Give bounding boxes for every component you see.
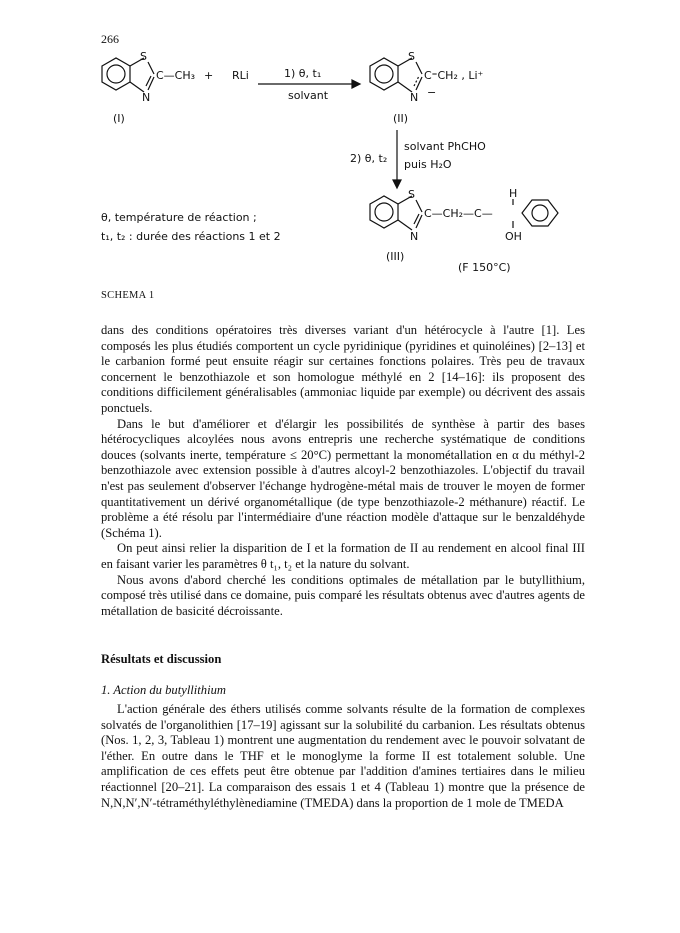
reactant-nitrogen: N [142, 91, 151, 104]
step1-solvent: solvant [288, 89, 329, 102]
paragraph-1: dans des conditions opératoires très diverses variant d'un hétérocycle à l'autre [1]. Les composés les plus étudiés comportent un cycle pyridinique (pyridines et quinoléines) [2–13] et le carbanion formé peut ensuite réagir sur certaines fonctions polaires. Très peu de travaux concernent le benzothiazole et son homologue méthylé en 2 [14–16]: ils proposent des conditions difficilement généralisables (ammoniac liquide par exemple) ou décrivent des assais ponctuels. [101, 323, 585, 415]
page-number: 266 [101, 32, 119, 46]
intermediate-label: (II) [393, 112, 409, 125]
step2-workup: puis H₂O [404, 158, 452, 171]
paragraph-3: On peut ainsi relier la disparition de I et la formation de II au rendement en alcool final III en faisant varier les paramètres θ t₁, t₂ et la nature du solvant. [101, 541, 585, 571]
legend-durations: t₁, t₂ : durée des réactions 1 et 2 [101, 230, 281, 243]
product-hydroxyl: OH [505, 230, 522, 243]
product-label: (III) [386, 250, 405, 263]
step2-conditions: 2) θ, t₂ [350, 152, 388, 165]
paragraph-2: Dans le but d'améliorer et d'élargir les possibilités de synthèse à partir des bases hétérocycliques alcoylées nous avons entrepris une recherche systématique de conditions douces (solvants inerte, température ≤ 20°C) permettant la monométallation en α du méthyl-2 benzothiazole avec extension possible à d'autres alcoyl-2 benzothiazoles. L'objectif du travail n'est pas seulement d'observer l'échange hydrogène-métal mais de trouver le moyen de former quantitativement un dérivé organométallique (de type benzothiazole-2 méthanure) réactif. Le problème a été résolu par l'intermédiaire d'une réaction modèle d'attaque sur le benzaldéhyde (Schéma 1). [101, 416, 585, 540]
step1-conditions: 1) θ, t₁ [284, 67, 322, 80]
subsection-heading: 1. Action du butyllithium [101, 683, 226, 697]
intermediate-nitrogen: N [410, 91, 419, 104]
paragraph-4: Nous avons d'abord cherché les conditions optimales de métallation par le butyllithium, composé très utilisé dans ce domaine, puis comparé les résultats obtenus avec d'autres agents de métallation de basicité décroissante. [101, 572, 585, 618]
section-heading: Résultats et discussion [101, 652, 222, 666]
reaction-scheme [0, 0, 680, 300]
reactant-substituent: C—CH₃ [156, 69, 196, 82]
reactant-structure [102, 58, 154, 92]
intro-text [101, 323, 585, 619]
legend-temperature: θ, température de réaction ; [101, 211, 257, 224]
product-melting-point: (F 150°C) [458, 261, 511, 274]
scheme-caption: SCHEMA 1 [101, 290, 155, 301]
intermediate-sulfur: S [408, 50, 415, 63]
product-nitrogen: N [410, 230, 419, 243]
reactant-label: (I) [113, 112, 125, 125]
intermediate-substituent: C⁼CH₂ , Li⁺ [424, 69, 484, 82]
intermediate-minus: − [427, 86, 437, 99]
product-chain: C—CH₂—C— [424, 207, 493, 220]
section-paragraph: L'action générale des éthers utilisés comme solvants résulte de la formation de complexes solvatés de l'organolithien [17–19] agissant sur la solubilité du carbanion. Les résultats obtenus (Nos. 1, 2, 3, Tableau 1) montrent une augmentation du rendement avec le pouvoir solvatant de l'éther. En outre dans le THF et le monoglyme la forme II est totalement soluble. Une amplification de ces effets peut être obtenue par l'addition d'amines tertiaires dans le milieu réactionnel [20–21]. La comparaison des essais 1 et 4 (Tableau 1) montre que la présence de N,N,N′,N′-tétraméthyléthylènediamine (TMEDA) dans la proportion de 1 mole de TMEDA [101, 702, 585, 810]
product-hydrogen: H [509, 187, 518, 200]
plus-sign: + [204, 69, 214, 82]
reagent-rli: RLi [232, 69, 249, 82]
section-text [101, 702, 585, 811]
reactant-sulfur: S [140, 50, 147, 63]
product-sulfur: S [408, 188, 415, 201]
step2-reagent: solvant PhCHO [404, 140, 486, 153]
intermediate-structure [370, 58, 422, 92]
